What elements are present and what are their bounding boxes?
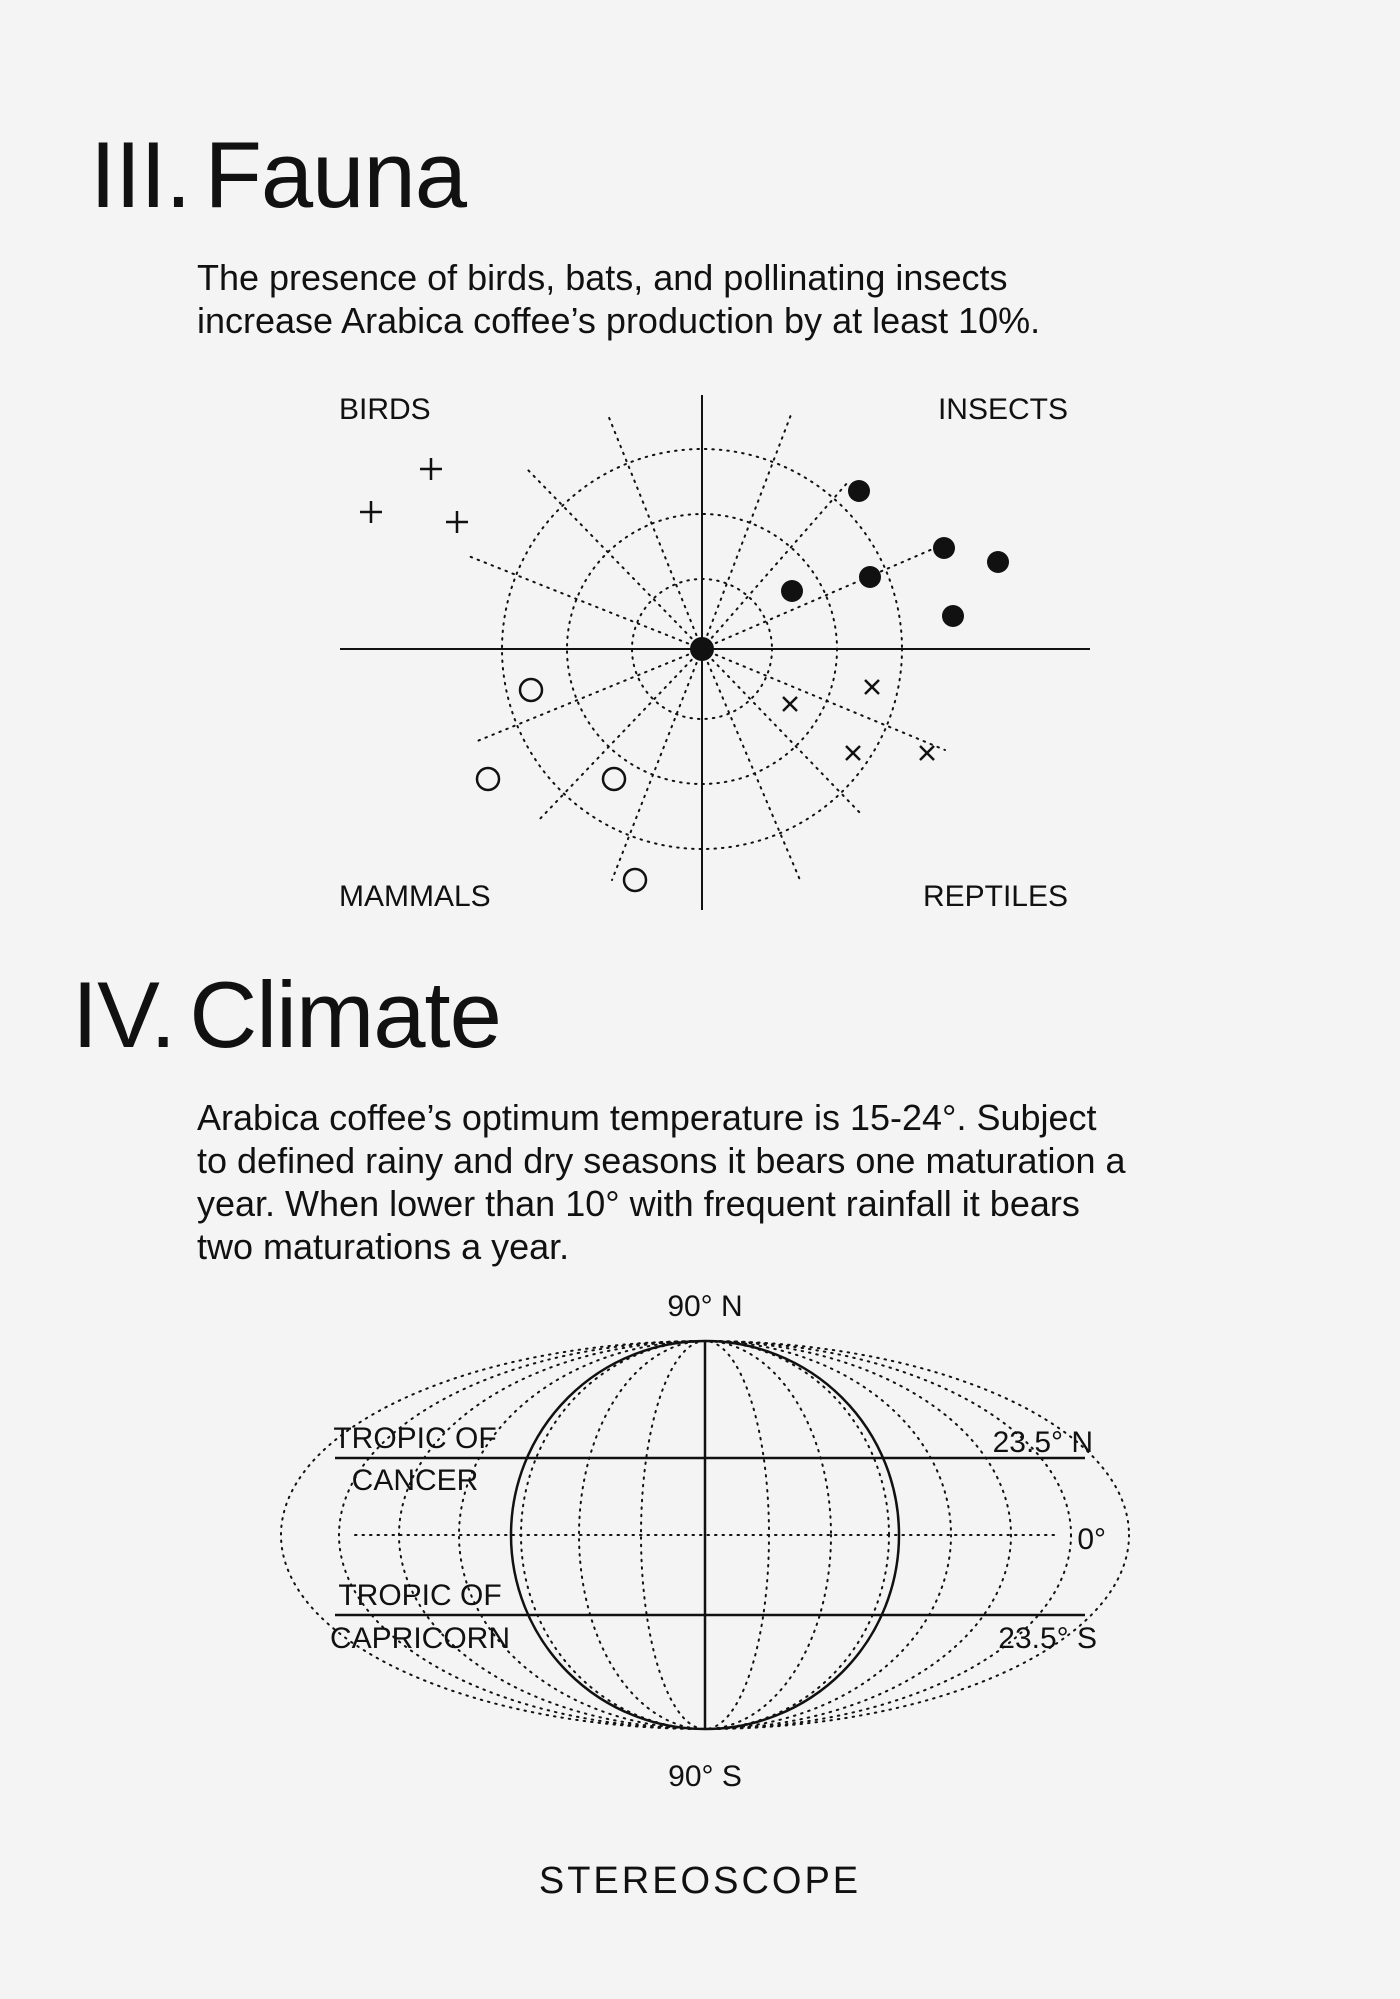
reptile-cross-marker [846, 746, 860, 760]
fauna-polar-diagram [0, 380, 1400, 930]
birds-markers [360, 458, 468, 533]
south-pole-label: 90° S [668, 1760, 742, 1793]
polar-spoke [702, 412, 792, 649]
quadrant-label-insects: INSECTS [937, 393, 1068, 426]
insect-dot-marker [859, 566, 881, 588]
polar-spoke [466, 555, 702, 649]
tropic-of-capricorn-label: CAPRICORN [329, 1622, 511, 1655]
tropic-of-capricorn-label: TROPIC OF [338, 1579, 502, 1612]
bird-plus-marker [420, 458, 442, 480]
climate-paragraph-line: to defined rainy and dry seasons it bears one maturation a [197, 1140, 1126, 1181]
polar-spoke [702, 548, 935, 649]
mammal-circle-marker [624, 869, 646, 891]
quadrant-label-mammals: MAMMALS [339, 880, 491, 913]
tropic-of-cancer-label: CANCER [351, 1464, 479, 1497]
mammal-circle-marker [520, 679, 542, 701]
climate-paragraph-line: year. When lower than 10° with frequent rainfall it bears [197, 1183, 1080, 1224]
climate-title [72, 962, 501, 1067]
insect-dot-marker [942, 605, 964, 627]
insect-dot-marker [987, 551, 1009, 573]
polar-axes [340, 395, 1090, 910]
polar-spoke [702, 482, 848, 649]
polar-spoke [612, 649, 702, 880]
climate-paragraph-line: two maturations a year. [197, 1226, 570, 1267]
mammal-circle-marker [603, 768, 625, 790]
quadrant-label-birds: BIRDS [339, 393, 431, 426]
north-pole-label: 90° N [667, 1290, 743, 1323]
brand-wordmark: STEREOSCOPE [538, 1860, 862, 1902]
fauna-number: III. [90, 122, 191, 227]
cancer-degree-label: 23.5° N [992, 1426, 1093, 1459]
fauna-title [90, 122, 467, 227]
climate-title-text: Climate [189, 962, 501, 1067]
reptile-cross-marker [920, 746, 934, 760]
polar-spoke [537, 649, 702, 822]
quadrant-label-reptiles: REPTILES [922, 880, 1068, 913]
mammal-circle-marker [477, 768, 499, 790]
fauna-paragraph [197, 256, 1277, 342]
climate-paragraph [197, 1096, 1277, 1268]
fauna-title-text: Fauna [204, 122, 467, 227]
capricorn-degree-label: 23.5° S [998, 1622, 1097, 1655]
bird-plus-marker [360, 501, 382, 523]
fauna-paragraph-line: The presence of birds, bats, and pollinating insects [197, 257, 1008, 298]
bird-plus-marker [446, 511, 468, 533]
climate-number: IV. [72, 962, 176, 1067]
climate-globe-diagram [0, 1280, 1400, 1800]
polar-spoke [608, 415, 702, 649]
tropic-of-cancer-label: TROPIC OF [333, 1422, 497, 1455]
center-dot [690, 637, 714, 661]
climate-paragraph-line: Arabica coffee’s optimum temperature is 15-24°. Subject [197, 1097, 1097, 1138]
polar-spoke [528, 470, 702, 649]
insect-dot-marker [933, 537, 955, 559]
reptile-cross-marker [783, 697, 797, 711]
polar-spoke [702, 649, 945, 750]
equator-degree-label: 0° [1077, 1523, 1106, 1556]
insects-markers [781, 480, 1009, 627]
polar-spoke [702, 649, 862, 815]
insect-dot-marker [781, 580, 803, 602]
polar-spoke [475, 649, 702, 742]
fauna-paragraph-line: increase Arabica coffee’s production by at least 10%. [197, 300, 1041, 341]
insect-dot-marker [848, 480, 870, 502]
reptile-cross-marker [865, 680, 879, 694]
